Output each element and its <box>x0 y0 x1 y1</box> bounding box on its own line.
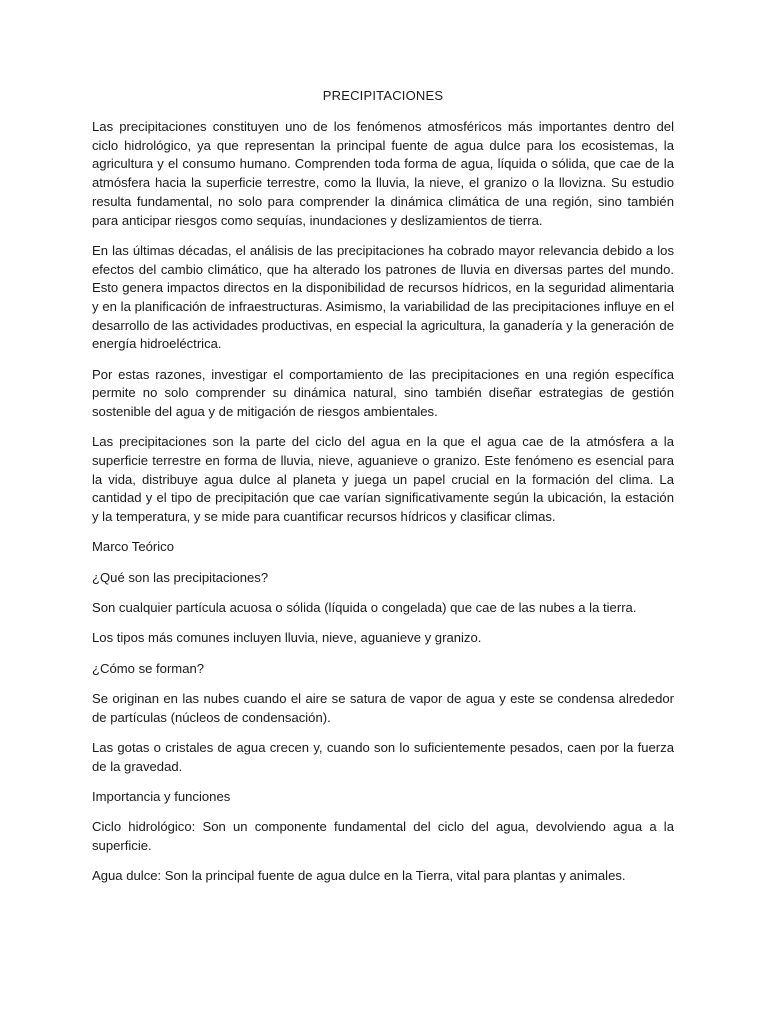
importance-paragraph-agua-dulce: Agua dulce: Son la principal fuente de agua dulce en la Tierra, vital para plantas y animales. <box>92 868 626 884</box>
section-heading-marco-teorico: Marco Teórico <box>92 539 174 555</box>
intro-paragraph-2: En las últimas décadas, el análisis de las precipitaciones ha cobrado mayor relevancia debido a los efectos del cambio climático, que ha alterado los patrones de lluvia en diversas partes del mundo. Esto genera impactos directos en la disponibilidad de recursos hídricos, en la seguridad alimentaria y en la planificación de infraestructuras. Asimismo, la variabilidad de las precipitaciones influye en el desarrollo de las actividades productivas, en especial la agricultura, la ganadería y la generación de energía hidroeléctrica. <box>92 242 674 352</box>
answer-paragraph-tipos: Los tipos más comunes incluyen lluvia, nieve, aguanieve y granizo. <box>92 630 482 646</box>
importance-paragraph-ciclo: Ciclo hidrológico: Son un componente fundamental del ciclo del agua, devolviendo agua a la superficie. <box>92 819 674 853</box>
definition-paragraph: Las precipitaciones son la parte del ciclo del agua en la que el agua cae de la atmósfera a la superficie terrestre en forma de lluvia, nieve, aguanieve o granizo. Este fenómeno es esencial para la vida, distribuye agua dulce al planeta y juega un papel crucial en la formación del clima. La cantidad y el tipo de precipitación que cae varían significativamente según la ubicación, la estación y la temperatura, y se mide para cuantificar recursos hídricos y clasificar climas. <box>92 434 674 525</box>
section-heading-importancia: Importancia y funciones <box>92 788 231 804</box>
document-title: PRECIPITACIONES <box>322 88 444 103</box>
question-heading-que-son: ¿Qué son las precipitaciones? <box>92 569 269 585</box>
answer-paragraph-origen: Se originan en las nubes cuando el aire se satura de vapor de agua y este se condensa alrededor de partículas (núcleos de condensación). <box>92 690 674 725</box>
question-heading-como-se-forman: ¿Cómo se forman? <box>92 660 205 676</box>
answer-paragraph-caida: Las gotas o cristales de agua crecen y, cuando son lo suficientemente pesados, caen por la fuerza de la gravedad. <box>92 739 674 774</box>
answer-paragraph-definicion: Son cualquier partícula acuosa o sólida (líquida o congelada) que cae de las nubes a la tierra. <box>92 600 637 616</box>
intro-paragraph-1: Las precipitaciones constituyen uno de los fenómenos atmosféricos más importantes dentro del ciclo hidrológico, ya que representan la principal fuente de agua dulce para los ecosistemas, la agricultura y el consumo humano. Comprenden toda forma de agua, líquida o sólida, que cae de la atmósfera hacia la superficie terrestre, como la lluvia, la nieve, el granizo o la llovizna. Su estudio resulta fundamental, no solo para comprender la dinámica climática de una región, sino también para anticipar riesgos como sequías, inundaciones y deslizamientos de tierra. <box>92 119 674 228</box>
intro-paragraph-3: Por estas razones, investigar el comportamiento de las precipitaciones en una región específica permite no solo comprender su dinámica natural, sino también diseñar estrategias de gestión sostenible del agua y de mitigación de riesgos ambientales. <box>92 366 674 420</box>
